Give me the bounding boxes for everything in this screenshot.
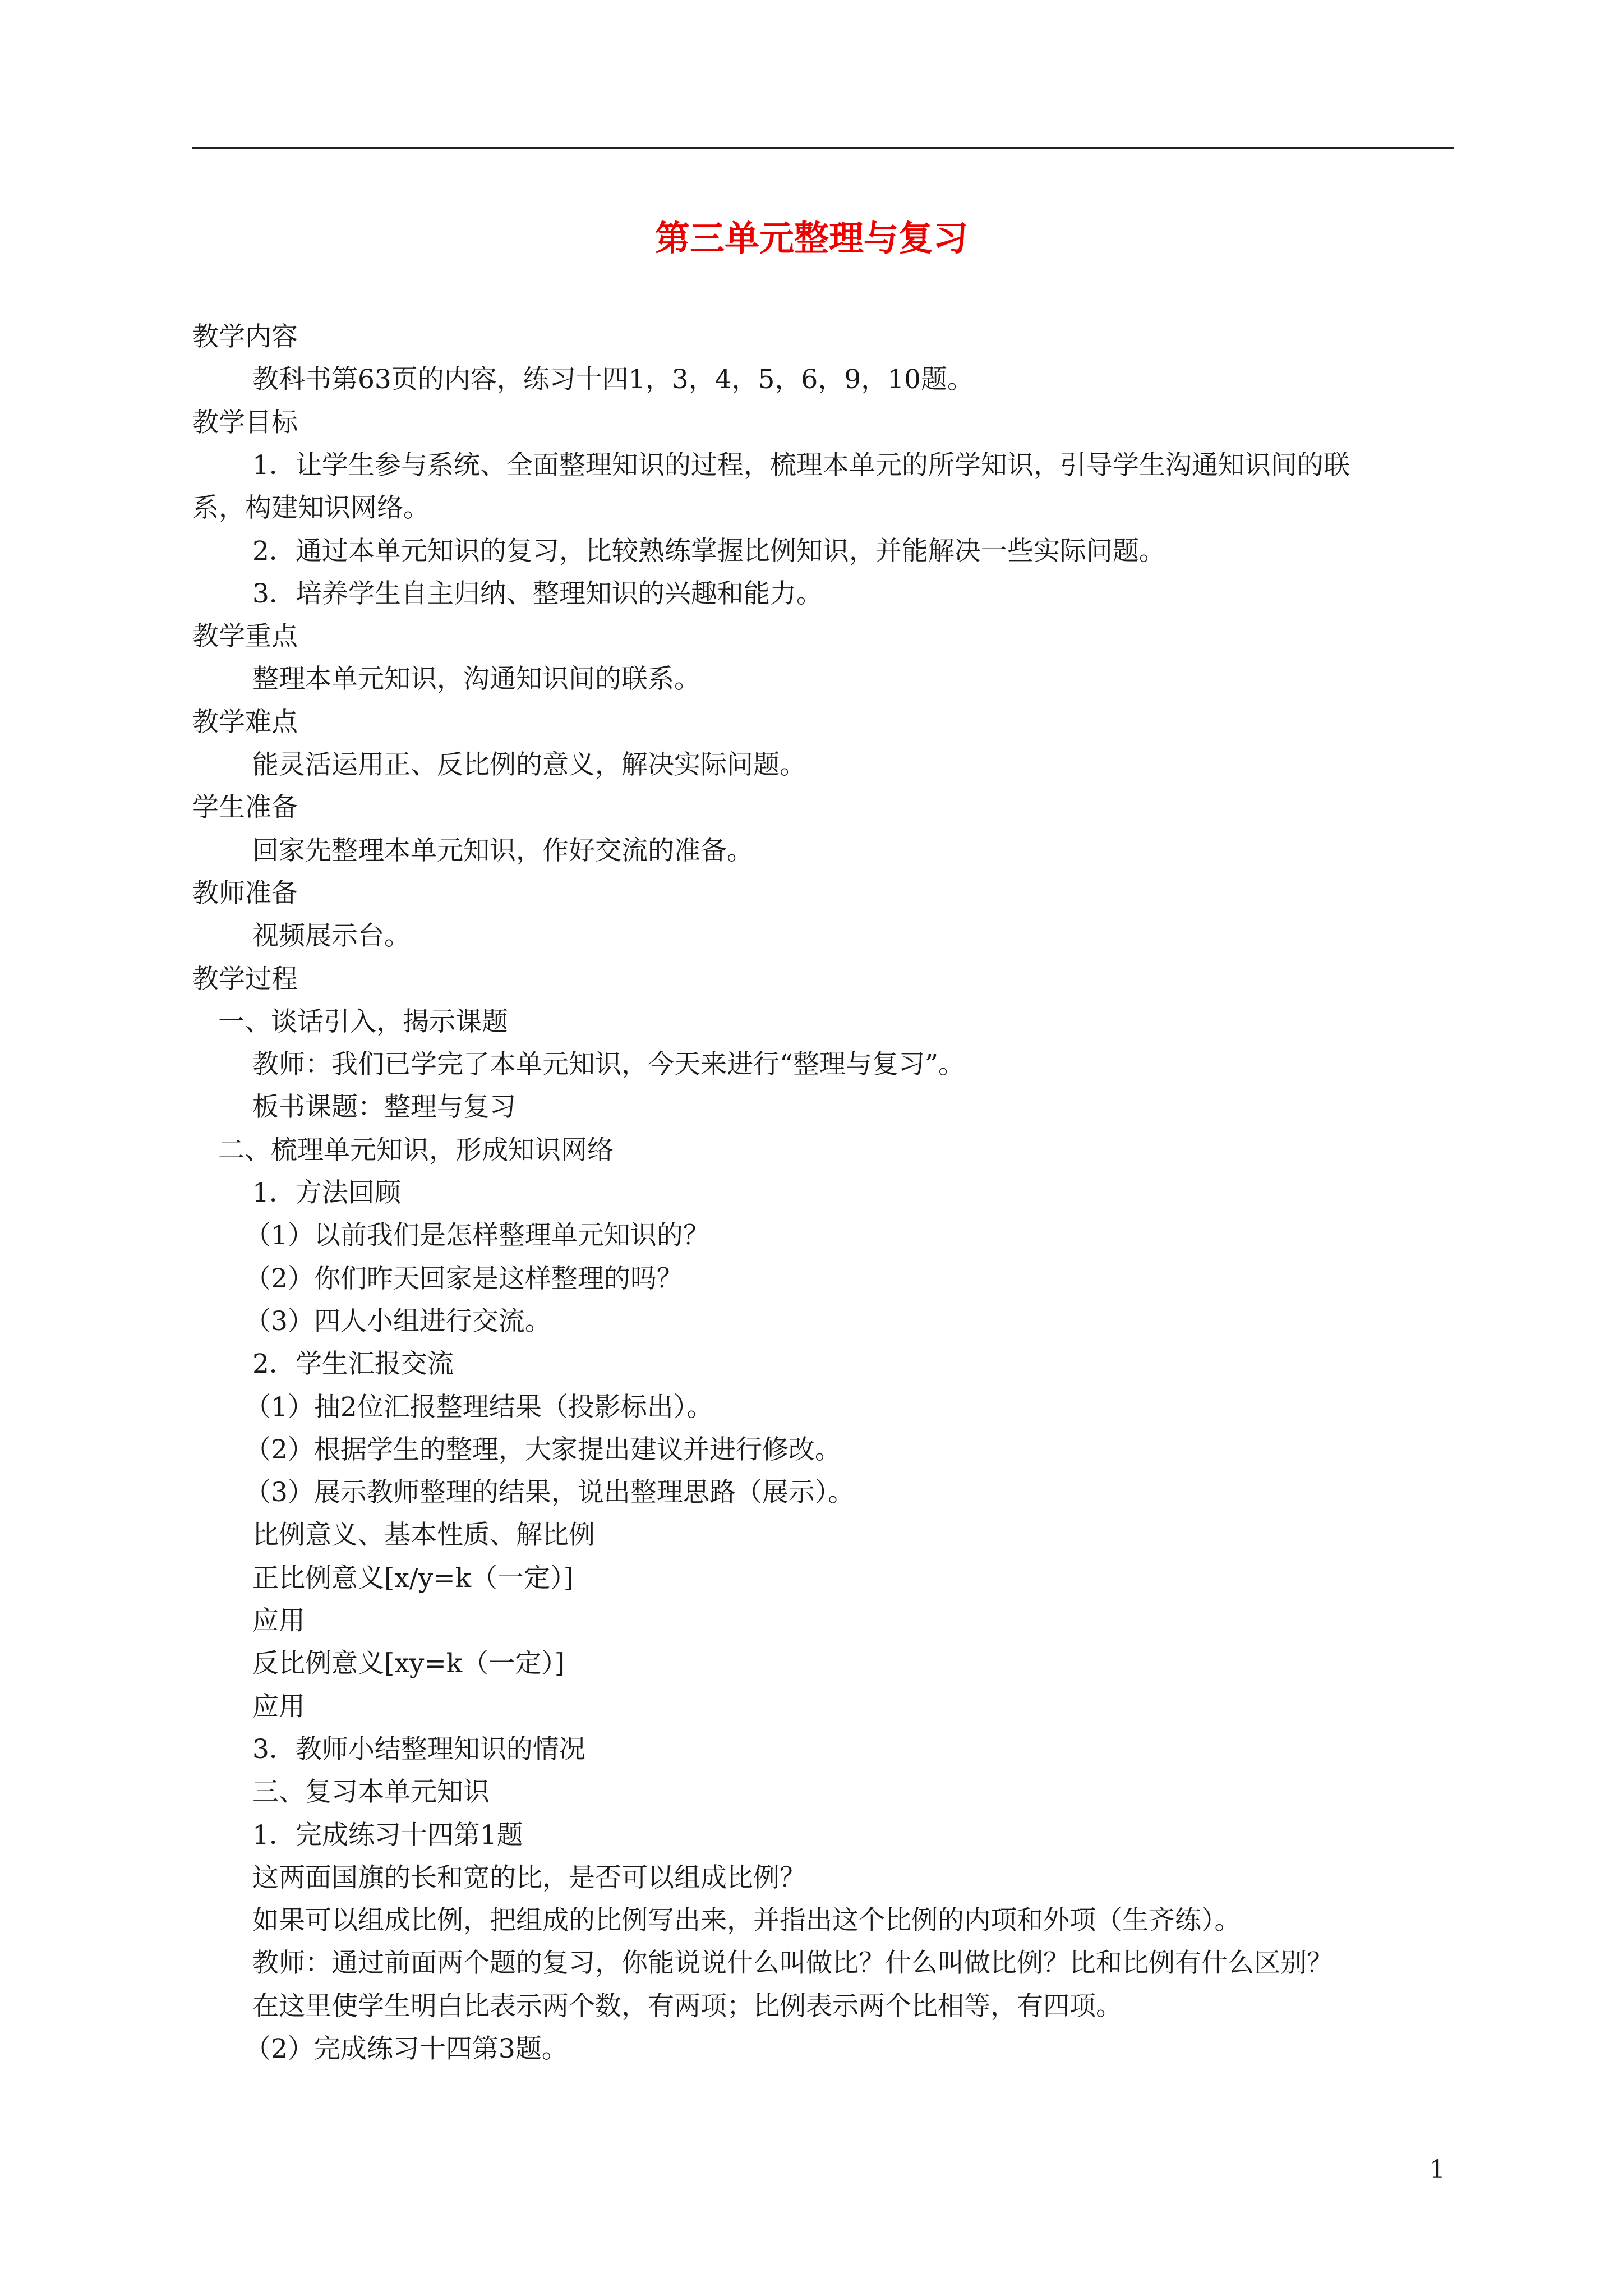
text-line: 教学内容 — [192, 321, 298, 352]
text-line: 教学目标 — [192, 407, 298, 438]
text-line: 视频展示台。 — [252, 921, 411, 951]
text-line: 这两面国旗的长和宽的比，是否可以组成比例？ — [252, 1862, 806, 1893]
text-line: （2）完成练习十四第3题。 — [245, 2033, 568, 2064]
text-line: 教师准备 — [192, 878, 298, 909]
text-line: 板书课题：整理与复习 — [252, 1092, 516, 1122]
text-line: （3）四人小组进行交流。 — [245, 1306, 551, 1337]
text-line: （3）展示教师整理的结果，说出整理思路（展示）。 — [245, 1477, 855, 1508]
text-line: （1）以前我们是怎样整理单元知识的？ — [245, 1220, 709, 1251]
document-title: 第三单元整理与复习 — [654, 218, 968, 259]
text-line: 教学难点 — [192, 707, 298, 738]
text-line: 学生准备 — [192, 792, 298, 823]
text-line: （1）抽2位汇报整理结果（投影标出）。 — [245, 1392, 713, 1423]
text-line: 1．让学生参与系统、全面整理知识的过程，梳理本单元的所学知识，引导学生沟通知识间的联 — [252, 450, 1350, 481]
text-line: 3．教师小结整理知识的情况 — [252, 1734, 585, 1765]
text-line: 教学过程 — [192, 964, 298, 995]
text-line: 1．完成练习十四第1题 — [252, 1820, 523, 1851]
text-line: （2）根据学生的整理，大家提出建议并进行修改。 — [245, 1434, 841, 1465]
text-line: 如果可以组成比例，把组成的比例写出来，并指出这个比例的内项和外项（生齐练）。 — [252, 1905, 1241, 1936]
text-line: 教师：通过前面两个题的复习，你能说说什么叫做比？什么叫做比例？比和比例有什么区别？ — [252, 1948, 1333, 1978]
text-line: 教科书第63页的内容，练习十四1，3，4，5，6，9，10题。 — [252, 364, 974, 395]
text-line: 2．学生汇报交流 — [252, 1349, 454, 1379]
text-line: 三、复习本单元知识 — [252, 1777, 490, 1807]
text-line: 应用 — [252, 1605, 305, 1636]
text-line: 应用 — [252, 1691, 305, 1722]
text-line: 整理本单元知识，沟通知识间的联系。 — [252, 664, 700, 694]
text-line: 反比例意义[xy=k（一定）] — [252, 1648, 565, 1679]
text-line: 能灵活运用正、反比例的意义，解决实际问题。 — [252, 749, 806, 780]
text-line: 正比例意义[x/y=k（一定）] — [252, 1563, 574, 1594]
text-line: 3．培养学生自主归纳、整理知识的兴趣和能力。 — [252, 578, 823, 609]
text-line: 教师：我们已学完了本单元知识，今天来进行“整理与复习”。 — [252, 1049, 965, 1080]
text-line: 教学重点 — [192, 621, 298, 652]
text-line: （2）你们昨天回家是这样整理的吗？ — [245, 1263, 683, 1294]
text-line: 在这里使学生明白比表示两个数，有两项；比例表示两个比相等，有四项。 — [252, 1991, 1122, 2022]
header-rule — [192, 147, 1454, 149]
text-line: 回家先整理本单元知识，作好交流的准备。 — [252, 835, 753, 866]
text-line: 二、梳理单元知识，形成知识网络 — [218, 1135, 614, 1166]
text-line: 2．通过本单元知识的复习，比较熟练掌握比例知识，并能解决一些实际问题。 — [252, 536, 1165, 567]
text-line: 一、谈话引入，揭示课题 — [218, 1006, 508, 1037]
text-line: 1．方法回顾 — [252, 1177, 401, 1208]
text-line: 系，构建知识网络。 — [192, 493, 430, 523]
text-line: 比例意义、基本性质、解比例 — [252, 1520, 595, 1550]
page-number: 1 — [1430, 2155, 1445, 2184]
